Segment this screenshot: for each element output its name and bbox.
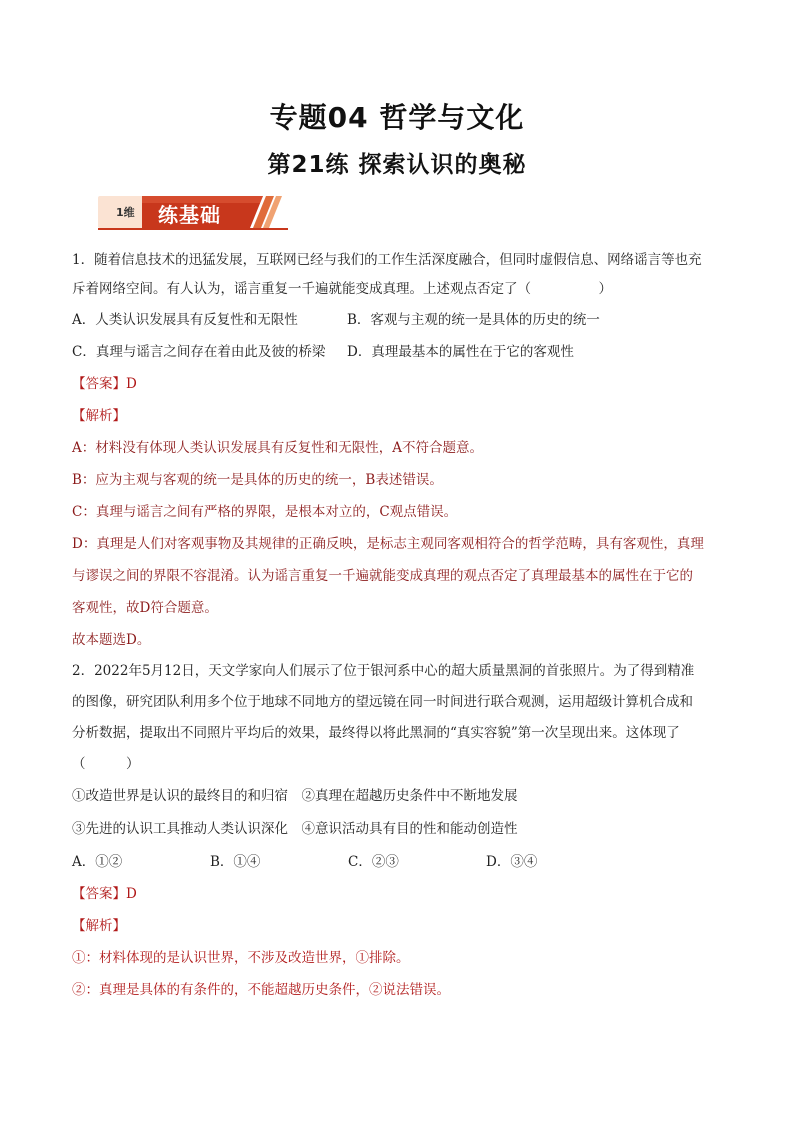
question-1 bbox=[72, 246, 732, 656]
q1-option-d: D．真理最基本的属性在于它的客观性 bbox=[347, 344, 574, 360]
q1-option-a: A．人类认识发展具有反复性和无限性 bbox=[72, 312, 298, 328]
q1-option-b: B．客观与主观的统一是具体的历史的统一 bbox=[347, 312, 600, 328]
q2-stem-line4: （ ） bbox=[72, 756, 140, 772]
document-title: 专题04 哲学与文化 bbox=[269, 101, 525, 134]
q2-option-b: B．①④ bbox=[210, 854, 261, 870]
q2-analysis-1: ①：材料体现的是认识世界，不涉及改造世界，①排除。 bbox=[72, 950, 410, 966]
q2-analysis-label: 【解析】 bbox=[72, 918, 126, 934]
q1-analysis-d-line1: D：真理是人们对客观事物及其规律的正确反映，是标志主观同客观相符合的哲学范畴，具有客观性，真理 bbox=[72, 536, 704, 552]
section-banner bbox=[98, 193, 288, 233]
q1-options-row2 bbox=[72, 336, 732, 368]
q1-analysis-d-line2: 与谬误之间的界限不容混淆。认为谣言重复一千遍就能变成真理的观点否定了真理最基本的属性在于它的 bbox=[72, 568, 693, 584]
question-2 bbox=[72, 656, 732, 1006]
q2-answer: 【答案】D bbox=[72, 886, 137, 902]
q2-items-line1: ①改造世界是认识的最终目的和归宿 ②真理在超越历史条件中不断地发展 bbox=[72, 788, 518, 804]
q2-stem-line3: 分析数据，提取出不同照片平均后的效果，最终得以将此黑洞的“真实容貌”第一次呈现出来。这体现了 bbox=[72, 725, 680, 741]
question-content bbox=[72, 246, 732, 1006]
q1-analysis-c: C：真理与谣言之间有严格的界限，是根本对立的，C观点错误。 bbox=[72, 504, 458, 520]
q1-option-c: C．真理与谣言之间存在着由此及彼的桥梁 bbox=[72, 344, 326, 360]
q1-conclusion: 故本题选D。 bbox=[72, 632, 151, 648]
q2-option-d: D．③④ bbox=[486, 854, 538, 870]
document-subtitle: 第21练 探索认识的奥秘 bbox=[267, 152, 527, 178]
q1-analysis-a: A：材料没有体现人类认识发展具有反复性和无限性，A不符合题意。 bbox=[72, 440, 483, 456]
q1-options-row1 bbox=[72, 304, 732, 336]
q1-answer: 【答案】D bbox=[72, 376, 137, 392]
q2-stem-line2: 的图像，研究团队利用多个位于地球不同地方的望远镜在同一时间进行联合观测，运用超级计算机合成和 bbox=[72, 694, 693, 710]
q1-stem-line2: 斥着网络空间。有人认为，谣言重复一千遍就能变成真理。上述观点否定了（ ） bbox=[72, 281, 612, 297]
q2-stem-line1: 2．2022年5月12日，天文学家向人们展示了位于银河系中心的超大质量黑洞的首张照片。为了得到精准 bbox=[72, 663, 695, 679]
q1-analysis-d-line3: 客观性，故D符合题意。 bbox=[72, 600, 218, 616]
banner-label: 练基础 bbox=[158, 203, 221, 227]
q2-options-row bbox=[72, 846, 732, 878]
q2-option-c: C．②③ bbox=[348, 854, 399, 870]
q1-analysis-label: 【解析】 bbox=[72, 408, 126, 424]
q2-option-a: A．①② bbox=[72, 854, 123, 870]
q2-analysis-2: ②：真理是具体的有条件的，不能超越历史条件，②说法错误。 bbox=[72, 982, 450, 998]
q2-items-line2: ③先进的认识工具推动人类认识深化 ④意识活动具有目的性和能动创造性 bbox=[72, 821, 518, 837]
banner-tag: 1维 bbox=[116, 206, 135, 219]
q1-stem-line1: 1．随着信息技术的迅猛发展，互联网已经与我们的工作生活深度融合，但同时虚假信息、网络谣言等也充 bbox=[72, 252, 702, 268]
q1-analysis-b: B：应为主观与客观的统一是具体的历史的统一，B表述错误。 bbox=[72, 472, 443, 488]
